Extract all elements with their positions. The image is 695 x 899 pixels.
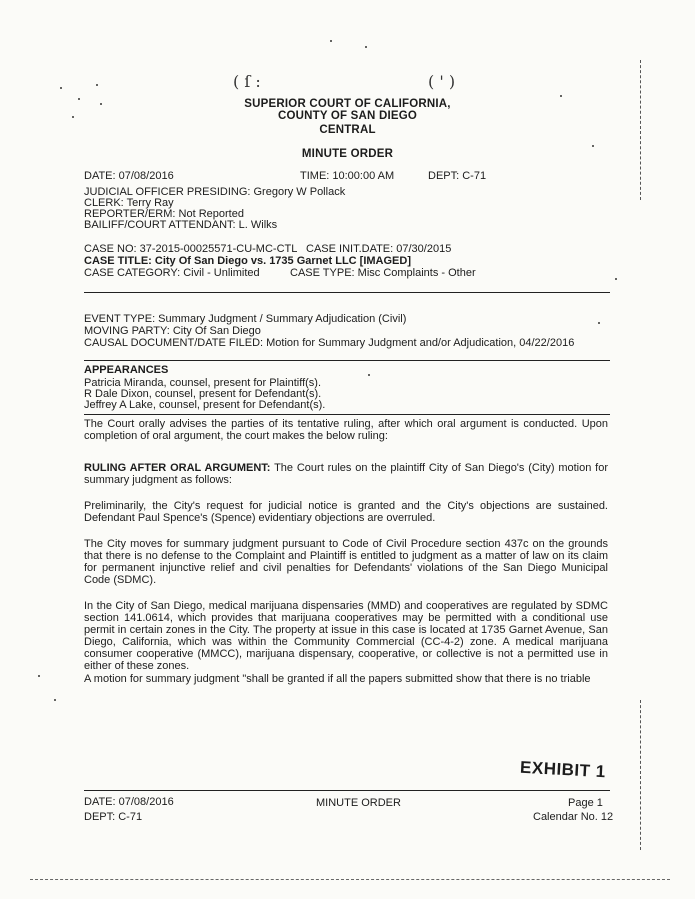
scan-speck: [330, 40, 332, 42]
scan-edge-line: [640, 700, 641, 850]
footer-divider: [84, 790, 610, 791]
causal-document: CAUSAL DOCUMENT/DATE FILED: Motion for Summary Judgment and/or Adjudication, 04/22/2016: [84, 337, 575, 349]
event-type: EVENT TYPE: Summary Judgment / Summary Adjudication (Civil): [84, 313, 407, 325]
appearance-item: R Dale Dixon, counsel, present for Defendant(s).: [84, 388, 322, 400]
court-name: SUPERIOR COURT OF CALIFORNIA,: [244, 98, 451, 110]
exhibit-stamp: EXHIBIT 1: [519, 757, 607, 782]
hearing-date: DATE: 07/08/2016: [84, 170, 174, 182]
scan-speck: [368, 374, 370, 376]
scan-speck: [96, 84, 98, 86]
scan-speck: [560, 95, 562, 97]
scan-speck: [615, 278, 617, 280]
document-title: MINUTE ORDER: [301, 148, 394, 160]
case-type: CASE TYPE: Misc Complaints - Other: [290, 267, 476, 279]
case-number: CASE NO: 37-2015-00025571-CU-MC-CTL: [84, 243, 298, 255]
ruling-text: The Court rules on the plaintiff City of San Diego's (City) motion for summary judgment as follows:: [84, 462, 609, 486]
bailiff: BAILIFF/COURT ATTENDANT: L. Wilks: [84, 219, 278, 231]
handwritten-mark-right: ( ' ): [428, 72, 456, 91]
appearances-heading: APPEARANCES: [84, 364, 169, 376]
scan-speck: [592, 145, 594, 147]
paragraph-mmd-regulation: In the City of San Diego, medical marijuana dispensaries (MMD) and cooperatives are regulated by SDMC section 141.0614, which provides that marijuana cooperatives may be permitted with a conditional use permit in certain zones in the City. The property at issue in this case is located at 1735 Garnet Avenue, San Diego, California, which was within the Community Commercial (CC-4-2) zone. A medical marijuana consumer cooperative (MMCC), marijuana dispensary, cooperative, or collective is not a permitted use in either of these zones.: [84, 600, 608, 672]
appearance-item: Patricia Miranda, counsel, present for Plaintiff(s).: [84, 377, 322, 389]
divider-line: [84, 414, 610, 415]
appearance-item: Jeffrey A Lake, counsel, present for Defendant(s).: [84, 399, 326, 411]
footer-page: Page 1: [568, 797, 603, 809]
hearing-dept: DEPT: C-71: [428, 170, 487, 182]
scan-speck: [54, 699, 56, 701]
reporter: REPORTER/ERM: Not Reported: [84, 208, 244, 220]
divider-line: [84, 292, 610, 293]
hearing-time: TIME: 10:00:00 AM: [300, 170, 395, 182]
paragraph-ruling: [84, 462, 608, 486]
scan-edge-line: [640, 60, 641, 200]
county-name: COUNTY OF SAN DIEGO: [277, 110, 418, 122]
case-init-date: CASE INIT.DATE: 07/30/2015: [306, 243, 452, 255]
paragraph-city-moves: The City moves for summary judgment pursuant to Code of Civil Procedure section 437c on the grounds that there is no defense to the Complaint and Plaintiff is entitled to judgment as a matter of law on its claim for permanent injunctive relief and civil penalties for Defendants' violations of the San Diego Municipal Code (SDMC).: [84, 538, 608, 586]
footer-date: DATE: 07/08/2016: [84, 796, 174, 808]
case-category: CASE CATEGORY: Civil - Unlimited: [84, 267, 260, 279]
footer-title: MINUTE ORDER: [316, 797, 401, 809]
scan-speck: [365, 46, 367, 48]
paragraph-tentative-ruling: The Court orally advises the parties of its tentative ruling, after which oral argument is conducted. Upon completion of oral argument, the court makes the below ruling:: [84, 418, 608, 442]
footer-calendar: Calendar No. 12: [533, 811, 614, 823]
divider-line: [84, 360, 610, 361]
moving-party: MOVING PARTY: City Of San Diego: [84, 325, 261, 337]
scan-speck: [60, 87, 62, 89]
case-title: CASE TITLE: City Of San Diego vs. 1735 Garnet LLC [IMAGED]: [84, 255, 411, 267]
paragraph-judicial-notice: Preliminarily, the City's request for judicial notice is granted and the City's objections are sustained. Defendant Paul Spence's (Spence) evidentiary objections are overruled.: [84, 500, 608, 524]
scan-bottom-edge: [30, 879, 670, 880]
ruling-label: RULING AFTER ORAL ARGUMENT:: [84, 462, 271, 474]
scan-speck: [38, 675, 40, 677]
handwritten-mark-left: ( ſ :: [233, 72, 261, 91]
clerk: CLERK: Terry Ray: [84, 197, 174, 209]
scan-speck: [598, 322, 600, 324]
division-name: CENTRAL: [319, 124, 376, 136]
footer-dept: DEPT: C-71: [84, 811, 143, 823]
paragraph-motion-standard: A motion for summary judgment "shall be granted if all the papers submitted show that there is no triable: [84, 673, 591, 685]
judicial-officer: JUDICIAL OFFICER PRESIDING: Gregory W Pollack: [84, 186, 346, 198]
